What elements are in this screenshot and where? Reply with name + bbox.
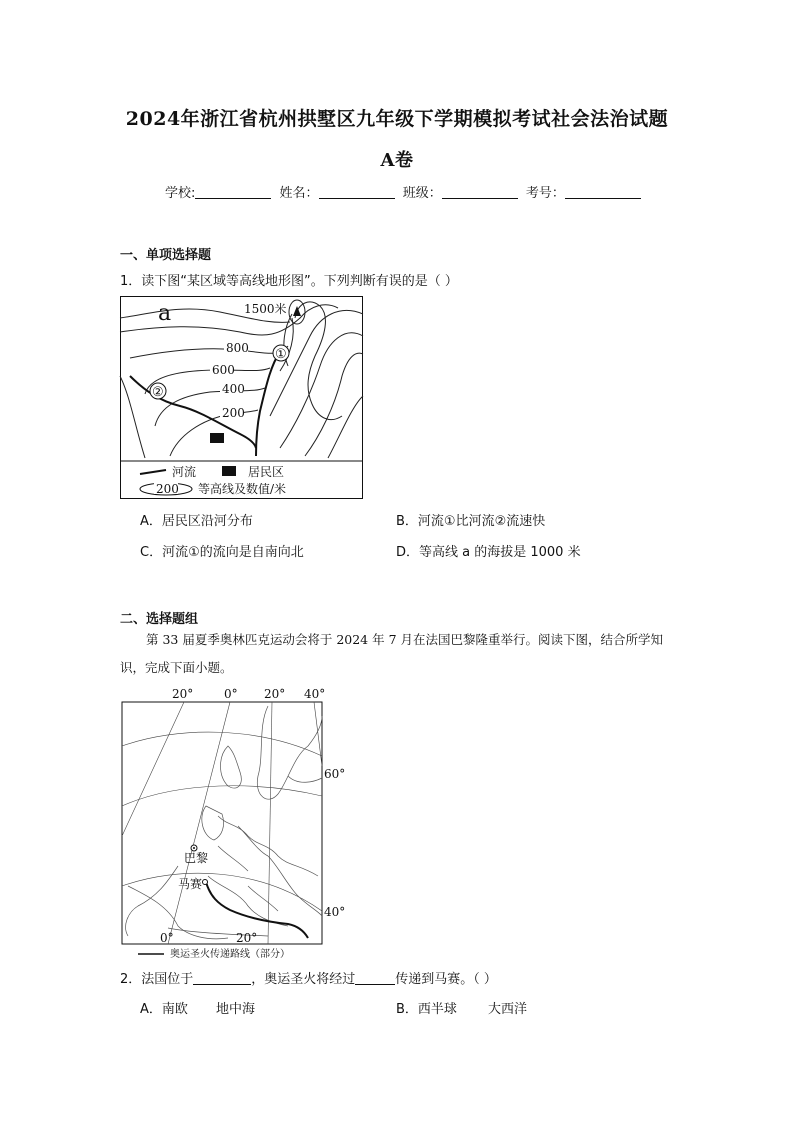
- document-subtitle: A卷: [380, 150, 414, 171]
- section2-heading: 二、选择题组: [120, 612, 199, 627]
- paris-label: 巴黎: [184, 851, 209, 865]
- q2-text-part2: ，奥运圣火将经过: [251, 972, 356, 987]
- student-info-fields: [165, 182, 645, 201]
- europe-map: [118, 686, 346, 960]
- peak-label: 1500米: [244, 302, 287, 316]
- lon-bottom-20: 20°: [236, 931, 258, 945]
- question2-text: [120, 968, 497, 987]
- map-frame: [122, 702, 322, 944]
- question1-text: 1．读下图“某区域等高线地形图”。下列判断有误的是（ ）: [120, 274, 458, 289]
- q2-option-b-value: 大西洋: [488, 1002, 528, 1017]
- exam-number-label: 考号：: [525, 186, 565, 201]
- contour-label-600: 600: [212, 363, 235, 377]
- q2-text-part3: 传递到马赛。（ ）: [395, 972, 497, 987]
- marseille-label: 马赛: [178, 877, 203, 891]
- school-label: 学校:: [165, 186, 196, 201]
- legend-contour: 等高线及数值/米: [198, 482, 287, 496]
- school-blank[interactable]: [195, 186, 271, 199]
- name-blank[interactable]: [319, 186, 395, 199]
- section1-heading: 一、单项选择题: [120, 248, 212, 263]
- section2-intro: 第 33 届夏季奥林匹克运动会将于 2024 年 7 月在法国巴黎隆重举行。阅读下图，结合所学知识，完成下面小题。: [120, 632, 664, 675]
- contour-label-800: 800: [226, 341, 249, 355]
- class-blank[interactable]: [442, 186, 518, 199]
- q2-option-b-label[interactable]: B．西半球: [396, 1002, 457, 1017]
- q2-blank-2[interactable]: [355, 972, 395, 985]
- legend-residential: 居民区: [248, 465, 285, 479]
- q1-option-b[interactable]: B．河流①比河流②流速快: [396, 514, 546, 529]
- legend-route-label: 奥运圣火传递路线（部分）: [170, 949, 290, 960]
- legend-residential-icon: [222, 466, 236, 476]
- lat-label-40: 40°: [324, 905, 346, 919]
- lon-label-20e: 20°: [264, 687, 286, 701]
- legend-river: 河流: [172, 465, 197, 479]
- legend-contour-value: 200: [156, 482, 179, 496]
- q2-text-part1: 2．法国位于: [120, 972, 194, 987]
- contour-map: [120, 296, 364, 500]
- marseille-marker: [203, 880, 208, 885]
- q1-option-d[interactable]: D．等高线 a 的海拔是 1000 米: [396, 545, 581, 560]
- contour-label-400: 400: [222, 382, 245, 396]
- contour-label-a: a: [158, 301, 172, 326]
- lon-label-40e: 40°: [304, 687, 326, 701]
- q2-option-a-label[interactable]: A．南欧: [140, 1002, 188, 1017]
- document-title: 2024年浙江省杭州拱墅区九年级下学期模拟考试社会法治试题: [125, 108, 669, 130]
- river-1-label: ①: [275, 347, 287, 362]
- lon-bottom-0: 0°: [160, 931, 174, 945]
- lat-label-60: 60°: [324, 767, 346, 781]
- contour-label-200: 200: [222, 406, 245, 420]
- river-2-label: ②: [152, 385, 164, 400]
- q2-option-a-value: 地中海: [216, 1002, 256, 1017]
- lon-label-0: 0°: [224, 687, 238, 701]
- residential-icon: [210, 433, 224, 443]
- q1-option-a[interactable]: A．居民区沿河分布: [140, 514, 253, 529]
- exam-number-blank[interactable]: [565, 186, 641, 199]
- q1-option-c[interactable]: C．河流①的流向是自南向北: [140, 545, 304, 560]
- class-label: 班级：: [402, 186, 442, 201]
- lon-label-20w: 20°: [172, 687, 194, 701]
- q2-blank-1[interactable]: [193, 972, 251, 985]
- name-label: 姓名：: [279, 186, 319, 201]
